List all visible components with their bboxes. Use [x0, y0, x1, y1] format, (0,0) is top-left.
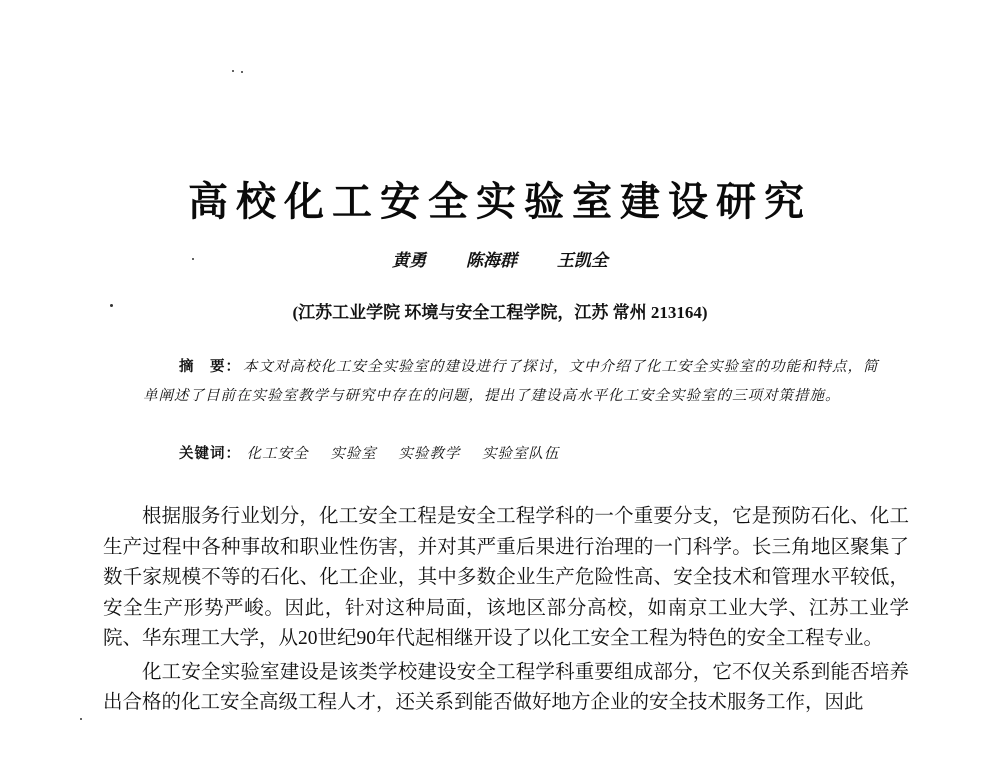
body-paragraph: 根据服务行业划分，化工安全工程是安全工程学科的一个重要分支，它是预防石化、化工生产过程中各种事故和职业性伤害，并对其严重后果进行治理的一门科学。长三角地区聚集了数千家规模不等的石化、化工企业，其中多数企业生产危险性高、安全技术和管理水平较低，安全生产形势严峻。因此，针对这种局面，该地区部分高校，如南京工业大学、江苏工业学院、华东理工大学，从20世纪90年代起相继开设了以化工安全工程为特色的安全工程专业。 [103, 506, 909, 649]
affiliation: (江苏工业学院 环境与安全工程学院，江苏 常州 213164) [292, 303, 708, 322]
body-text [103, 502, 909, 722]
abstract-text: 本文对高校化工安全实验室的建设进行了探讨，文中介绍了化工安全实验室的功能和特点，简单阐述了目前在实验室教学与研究中存在的问题，提出了建设高水平化工安全实验室的三项对策措施。 [143, 359, 879, 404]
author-name: 黄勇 [392, 251, 427, 271]
author-name: 陈海群 [466, 251, 517, 271]
keyword: 化工安全 [246, 446, 309, 462]
keyword: 实验室 [330, 446, 377, 462]
keywords-label: 关键词： [179, 445, 241, 462]
keywords [179, 442, 575, 463]
scan-speck [232, 70, 234, 72]
author-name: 王凯全 [556, 251, 608, 271]
scan-speck [241, 71, 243, 73]
keyword: 实验教学 [398, 446, 461, 462]
author-list [0, 246, 1000, 271]
keyword: 实验室队伍 [481, 446, 560, 462]
paper-title: 高校化工安全实验室建设研究 [188, 178, 812, 225]
body-paragraph: 化工安全实验室建设是该类学校建设安全工程学科重要组成部分，它不仅关系到能否培养出合格的化工安全高级工程人才，还关系到能否做好地方企业的安全技术服务工作，因此 [103, 661, 909, 713]
abstract-label: 摘 要： [179, 358, 241, 375]
abstract [143, 352, 883, 411]
scan-speck [80, 718, 82, 720]
